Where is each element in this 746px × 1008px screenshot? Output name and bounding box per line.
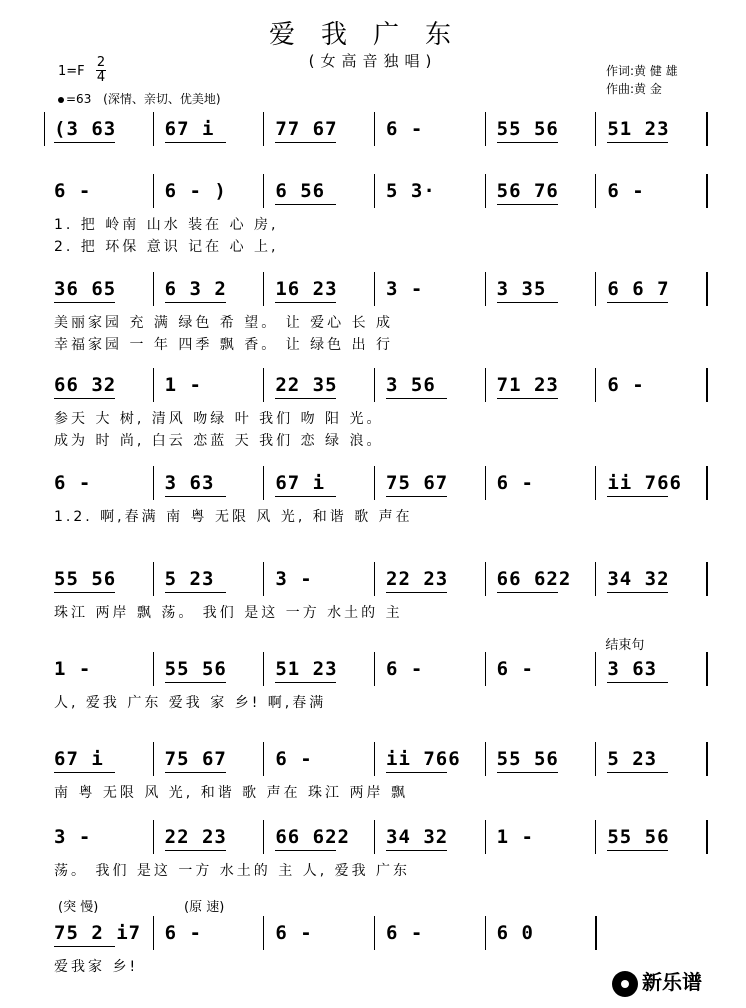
- measure: 36 65: [54, 278, 117, 300]
- barline: [706, 174, 708, 208]
- notation-line: [44, 368, 708, 398]
- measure: 16 23: [275, 278, 338, 300]
- beam-underline: [386, 850, 447, 851]
- barline: [595, 112, 596, 146]
- measure: 1 -: [54, 658, 92, 680]
- barline: [153, 466, 154, 500]
- measure: 22 23: [164, 826, 227, 848]
- barline: [485, 652, 486, 686]
- barline: [153, 174, 154, 208]
- time-signature: [96, 56, 106, 85]
- measure: 6 - ): [164, 180, 227, 202]
- barline: [263, 916, 264, 950]
- beam-underline: [497, 592, 558, 593]
- barline: [374, 272, 375, 306]
- beam-underline: [275, 496, 336, 497]
- beam-underline: [607, 302, 668, 303]
- measure: (3 63: [54, 118, 117, 140]
- measure: 6 -: [54, 180, 92, 202]
- measure: 6 -: [496, 658, 534, 680]
- barline: [153, 820, 154, 854]
- lyricist-credit: 作词:黄 健 雄: [606, 64, 678, 78]
- measure: 66 622: [275, 826, 350, 848]
- barline: [595, 466, 596, 500]
- measure: 77 67: [275, 118, 338, 140]
- beam-underline: [497, 398, 558, 399]
- beam-underline: [497, 772, 558, 773]
- measure: 3 -: [54, 826, 92, 848]
- measure: 1 -: [164, 374, 202, 396]
- measure: 6 6 7: [607, 278, 670, 300]
- measure: 56 76: [496, 180, 559, 202]
- beam-underline: [54, 142, 115, 143]
- lyric-line: 珠江 两岸 飘 荡。 我们 是这 一方 水土的 主: [54, 605, 403, 621]
- measure: 3 -: [386, 278, 424, 300]
- beam-underline: [386, 772, 447, 773]
- measure: 6 56: [275, 180, 326, 202]
- barline: [485, 112, 486, 146]
- notation-line: [44, 916, 708, 946]
- beam-underline: [497, 204, 558, 205]
- measure: 6 -: [607, 180, 645, 202]
- barline: [374, 916, 375, 950]
- measure: 55 56: [607, 826, 670, 848]
- barline: [263, 368, 264, 402]
- beam-underline: [497, 302, 558, 303]
- barline: [706, 272, 708, 306]
- beam-underline: [165, 682, 226, 683]
- barline: [706, 466, 708, 500]
- measure: 34 32: [607, 568, 670, 590]
- tempo-change-mark: (突 慢): [58, 900, 99, 915]
- measure: 1 -: [496, 826, 534, 848]
- notation-line: [44, 466, 708, 496]
- beam-underline: [54, 772, 115, 773]
- barline: [706, 820, 708, 854]
- measure: 75 2 i7: [54, 922, 142, 944]
- measure: 6 3 2: [164, 278, 227, 300]
- measure: 3 -: [275, 568, 313, 590]
- watermark-logo: [612, 966, 702, 997]
- barline: [706, 368, 708, 402]
- barline: [374, 652, 375, 686]
- beam-underline: [386, 496, 447, 497]
- beam-underline: [165, 850, 226, 851]
- lyric-line: 参天 大 树, 清风 吻绿 叶 我们 吻 阳 光。: [54, 411, 384, 427]
- barline: [374, 174, 375, 208]
- beam-underline: [275, 682, 336, 683]
- barline: [263, 562, 264, 596]
- lyric-line: 南 粤 无限 风 光, 和谐 歌 声在 珠江 两岸 飘: [54, 785, 408, 801]
- tempo-mark: [58, 90, 221, 107]
- measure: 6 -: [275, 748, 313, 770]
- notation-line: [44, 112, 708, 142]
- barline: [153, 652, 154, 686]
- measure: 71 23: [496, 374, 559, 396]
- barline: [706, 112, 708, 146]
- beam-underline: [497, 142, 558, 143]
- measure: 55 56: [54, 568, 117, 590]
- barline: [153, 562, 154, 596]
- barline: [153, 112, 154, 146]
- beam-underline: [386, 592, 447, 593]
- notation-line: [44, 652, 708, 682]
- barline: [706, 562, 708, 596]
- time-denominator: 4: [96, 70, 106, 85]
- barline: [374, 742, 375, 776]
- beam-underline: [165, 302, 226, 303]
- beam-underline: [54, 302, 115, 303]
- barline: [44, 112, 45, 146]
- measure: 5 3·: [386, 180, 436, 202]
- barline: [263, 742, 264, 776]
- measure: 5 23: [607, 748, 658, 770]
- measure: 55 56: [164, 658, 227, 680]
- barline: [595, 368, 596, 402]
- beam-underline: [275, 204, 336, 205]
- notation-line: [44, 742, 708, 772]
- measure: 67 i: [54, 748, 104, 770]
- lyric-line: 1.2. 啊,春满 南 粤 无限 风 光, 和谐 歌 声在: [54, 509, 413, 525]
- beam-underline: [275, 302, 336, 303]
- measure: 3 63: [164, 472, 215, 494]
- vinyl-disc-icon: [612, 971, 638, 997]
- lyric-line: 爱我家 乡!: [54, 959, 139, 975]
- lyric-line: 1. 把 岭南 山水 装在 心 房,: [54, 217, 279, 233]
- song-subtitle: (女高音独唱): [308, 52, 438, 70]
- measure: 6 -: [54, 472, 92, 494]
- measure: 51 23: [275, 658, 338, 680]
- lyric-line: 人, 爱我 广东 爱我 家 乡! 啊,春满: [54, 695, 327, 711]
- measure: 6 -: [275, 922, 313, 944]
- measure: 51 23: [607, 118, 670, 140]
- measure: 55 56: [496, 748, 559, 770]
- composer-credit: 作曲:黄 金: [606, 82, 662, 96]
- barline: [263, 174, 264, 208]
- barline: [263, 272, 264, 306]
- barline: [485, 742, 486, 776]
- measure: 22 23: [386, 568, 449, 590]
- barline: [374, 820, 375, 854]
- measure: 66 622: [496, 568, 572, 590]
- barline: [153, 916, 154, 950]
- tempo-change-mark: (原 速): [184, 900, 225, 915]
- barline: [374, 466, 375, 500]
- barline: [595, 916, 597, 950]
- beam-underline: [607, 592, 668, 593]
- beam-underline: [54, 592, 115, 593]
- lyric-line: 2. 把 环保 意识 记在 心 上,: [54, 239, 279, 255]
- barline: [595, 742, 596, 776]
- notation-line: [44, 562, 708, 592]
- measure: 6 -: [607, 374, 645, 396]
- barline: [485, 174, 486, 208]
- measure: 6 -: [386, 922, 424, 944]
- barline: [706, 742, 708, 776]
- beam-underline: [54, 398, 115, 399]
- measure: 67 i: [164, 118, 215, 140]
- measure: 3 35: [496, 278, 547, 300]
- song-title: 爱我广东: [268, 20, 477, 50]
- beam-underline: [165, 142, 226, 143]
- barline: [485, 562, 486, 596]
- barline: [485, 916, 486, 950]
- barline: [485, 272, 486, 306]
- barline: [595, 562, 596, 596]
- beam-underline: [607, 142, 668, 143]
- coda-marker: 结束句: [605, 638, 645, 653]
- notation-line: [44, 272, 708, 302]
- measure: 6 -: [386, 658, 424, 680]
- measure: 55 56: [496, 118, 559, 140]
- measure: 66 32: [54, 374, 117, 396]
- beam-underline: [607, 772, 668, 773]
- measure: ii 766: [607, 472, 682, 494]
- barline: [374, 562, 375, 596]
- measure: 34 32: [386, 826, 449, 848]
- measure: 3 56: [386, 374, 436, 396]
- lyric-line: 成为 时 尚, 白云 恋蓝 天 我们 恋 绿 浪。: [54, 433, 384, 449]
- notation-line: [44, 820, 708, 850]
- barline: [485, 466, 486, 500]
- measure: 22 35: [275, 374, 338, 396]
- expression-mark: (深情、亲切、优美地): [103, 92, 221, 106]
- watermark-text: 新乐谱: [642, 970, 702, 994]
- barline: [595, 652, 596, 686]
- quarter-note-icon: [58, 97, 64, 103]
- beam-underline: [607, 496, 668, 497]
- barline: [153, 368, 154, 402]
- beam-underline: [275, 398, 336, 399]
- beam-underline: [165, 496, 226, 497]
- measure: 67 i: [275, 472, 326, 494]
- barline: [153, 742, 154, 776]
- barline: [595, 272, 596, 306]
- measure: 75 67: [164, 748, 227, 770]
- measure: ii 766: [386, 748, 461, 770]
- lyric-line: 幸福家园 一 年 四季 飘 香。 让 绿色 出 行: [54, 337, 394, 353]
- time-numerator: 2: [96, 55, 106, 70]
- key-signature: 1=F: [58, 64, 85, 79]
- measure: 6 -: [164, 922, 202, 944]
- barline: [374, 368, 375, 402]
- barline: [263, 112, 264, 146]
- barline: [263, 820, 264, 854]
- measure: 5 23: [164, 568, 215, 590]
- beam-underline: [165, 592, 226, 593]
- barline: [595, 174, 596, 208]
- measure: 6 0: [496, 922, 534, 944]
- barline: [706, 652, 708, 686]
- barline: [153, 272, 154, 306]
- barline: [263, 652, 264, 686]
- measure: 6 -: [386, 118, 424, 140]
- measure: 3 63: [607, 658, 658, 680]
- notation-line: [44, 174, 708, 204]
- beam-underline: [275, 850, 336, 851]
- tempo-value: =63: [66, 92, 92, 106]
- beam-underline: [386, 398, 447, 399]
- beam-underline: [54, 946, 115, 947]
- measure: 6 -: [496, 472, 534, 494]
- barline: [485, 820, 486, 854]
- beam-underline: [165, 772, 226, 773]
- barline: [595, 820, 596, 854]
- lyric-line: 美丽家园 充 满 绿色 希 望。 让 爱心 长 成: [54, 315, 394, 331]
- barline: [263, 466, 264, 500]
- measure: 75 67: [386, 472, 449, 494]
- lyric-line: 荡。 我们 是这 一方 水土的 主 人, 爱我 广东: [54, 863, 411, 879]
- beam-underline: [275, 142, 336, 143]
- beam-underline: [607, 682, 668, 683]
- barline: [485, 368, 486, 402]
- beam-underline: [607, 850, 668, 851]
- barline: [374, 112, 375, 146]
